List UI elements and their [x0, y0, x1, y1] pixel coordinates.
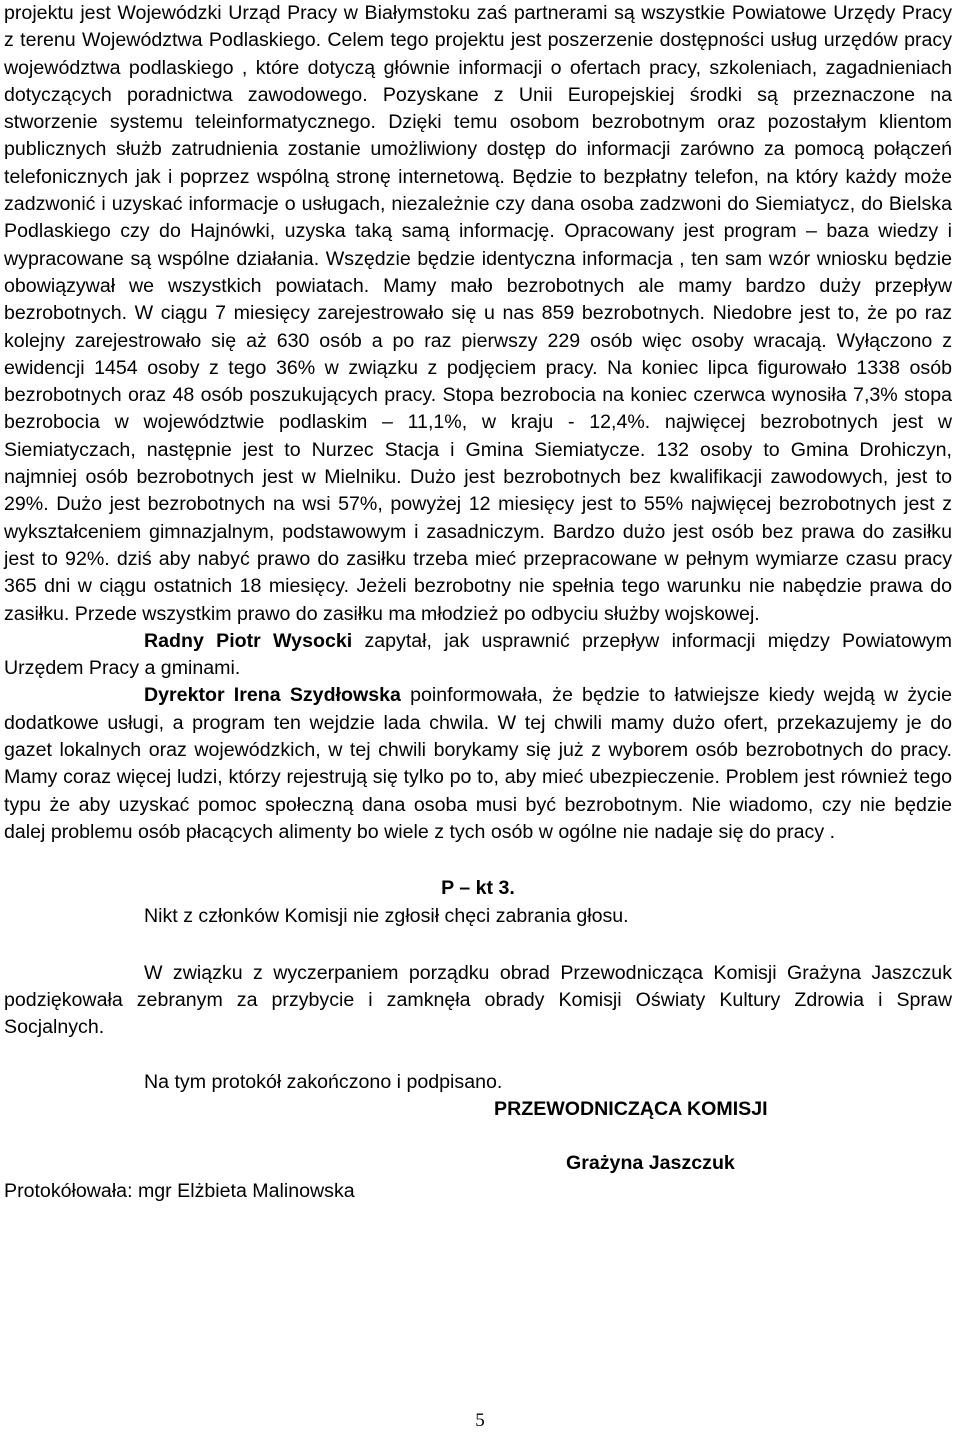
- paragraph-szydlowska-answer: [4, 682, 952, 846]
- spacer: [4, 930, 952, 960]
- speaker-name: Radny Piotr Wysocki: [144, 629, 353, 652]
- conclusion-line: Na tym protokół zakończono i podpisano.: [144, 1070, 503, 1093]
- spacer: [4, 1042, 952, 1069]
- page-number: 5: [475, 1410, 485, 1431]
- speaker-name: Dyrektor Irena Szydłowska: [144, 684, 401, 707]
- paragraph-text: poinformowała, że będzie to łatwiejsze kiedy wejdą w życie dodatkowe usługi, a program ten wejdzie lada chwila. W tej chwili mamy dużo ofert, przekazujemy je do gazet lokalnych oraz wojewódzkich, w tej chwili borykamy się już z wyborem osób bezrobotnych do pracy. Mamy coraz więcej ludzi, którzy rejestrują się tylko po to, aby mieć ubezpieczenie. Problem jest również tego typu że aby uzyskać pomoc społeczną dana osoba musi być bezrobotnym. Nie wiadomo, czy nie będzie dalej problemu osób płacących alimenty bo wiele z tych osób w ogólne nie nadaje się do pracy .: [4, 684, 952, 843]
- spacer: [4, 1123, 952, 1150]
- point-heading: P – kt 3.: [441, 877, 515, 900]
- paragraph-closing: W związku z wyczerpaniem porządku obrad Przewodnicząca Komisji Grażyna Jaszczuk podziękowała zebranym za przybycie i zamknęła obrady Komisji Oświaty Kultury Zdrowia i Spraw Socjalnych.: [4, 961, 952, 1039]
- document-page: [4, 0, 952, 1205]
- chair-signature-name: Grażyna Jaszczuk: [566, 1152, 735, 1175]
- spacer: [4, 846, 952, 875]
- paragraph-employment-office-report: projektu jest Wojewódzki Urząd Pracy w Białymstoku zaś partnerami są wszystkie Powiatowe Urzędy Pracy z terenu Województwa Podlaskiego. Celem tego projektu jest poszerzenie dostępności usług urzędów pracy województwa podlaskiego , które dotyczą głównie informacji o ofertach pracy, szkoleniach, zagadnieniach dotyczących poradnictwa zawodowego. Pozyskane z Unii Europejskiej środki są przeznaczone na stworzenie systemu teleinformatycznego. Dzięki temu osobom bezrobotnym oraz pozostałym klientom publicznych służb zatrudnienia zostanie umożliwiony dostęp do informacji zarówno za pomocą połączeń telefonicznych jak i poprzez wspólną stronę internetową. Będzie to bezpłatny telefon, na który każdy może zadzwonić i uzyskać informacje o usługach, niezależnie czy dana osoba zadzwoni do Siemiatycz, do Bielska Podlaskiego czy do Hajnówki, uzyska taką samą informację. Opracowany jest program – baza wiedzy i wypracowane są wspólne działania. Wszędzie będzie identyczna informacja , ten sam wzór wniosku będzie obowiązywał we wszystkich powiatach. Mamy mało bezrobotnych ale mamy bardzo duży przepływ bezrobotnych. W ciągu 7 miesięcy zarejestrowało się u nas 859 bezrobotnych. Niedobre jest to, że po raz kolejny zarejestrowało się aż 630 osób a po raz pierwszy 229 osób więc osoby wracają. Wyłączono z ewidencji 1454 osoby z tego 36% w związku z podjęciem pracy. Na koniec lipca figurowało 1338 osób bezrobotnych oraz 48 osób poszukujących pracy. Stopa bezrobocia na koniec czerwca wynosiła 7,3% stopa bezrobocia w województwie podlaskim – 11,1%, w kraju - 12,4%. najwięcej bezrobotnych jest w Siemiatyczach, następnie jest to Nurzec Stacja i Gmina Siemiatycze. 132 osoby to Gmina Drohiczyn, najmniej osób bezrobotnych jest w Mielniku. Dużo jest bezrobotnych bez kwalifikacji zawodowych, jest to 29%. Dużo jest bezrobotnych na wsi 57%, powyżej 12 miesięcy jest to 55% najwięcej bezrobotnych jest z wykształceniem gimnazjalnym, podstawowym i zasadniczym. Bardzo dużo jest osób bez prawa do zasiłku jest to 92%. dziś aby nabyć prawo do zasiłku trzeba mieć przepracowane w pełnym wymiarze czasu pracy 365 dni w ciągu ostatnich 18 miesięcy. Jeżeli bezrobotny nie spełnia tego warunku nie nabędzie prawa do zasiłku. Przede wszystkim prawo do zasiłku ma młodzież po odbyciu służby wojskowej.: [4, 2, 952, 625]
- point-statement: Nikt z członków Komisji nie zgłosił chęci zabrania głosu.: [144, 904, 629, 927]
- minutes-taker: Protokółowała: mgr Elżbieta Malinowska: [4, 1179, 355, 1202]
- paragraph-text: zapytał, jak usprawnić przepływ informacji między Powiatowym Urzędem Pracy a gminami.: [4, 629, 952, 680]
- chair-title: PRZEWODNICZĄCA KOMISJI: [494, 1097, 768, 1120]
- paragraph-wysocki-question: [4, 628, 952, 683]
